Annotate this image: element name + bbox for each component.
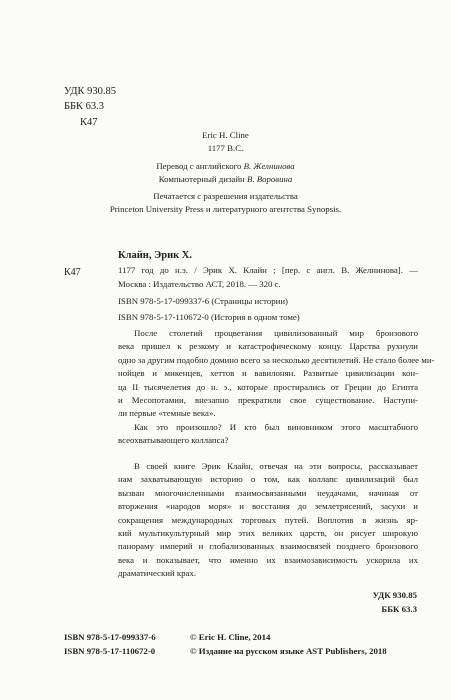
bib-line-1: 1177 год до н.э. / Эрик Х. Клайн ; [пер. с англ. В. Желнинова]. — bbox=[118, 265, 418, 275]
permission-line-2: Princeton University Press и литературного агентства Synopsis. bbox=[109, 203, 342, 214]
bbk-code: ББК 63.3 bbox=[64, 101, 105, 112]
abstract-paragraph-1: После столетий процветания цивилизованный мир бронзового века пришел к резкому и катастрофическому концу. Царства рухнули одно за другим подобно домино всего за несколько десятилетий. Не стало более ми- нойцев и микенцев, хеттов и вавилонян. Развитые цивилизации кон- ца II тысячелетия до н. э., которые простирались от Греции до Египта и Месопотамии, внезапно прекратили свое существование. Наступи- ли первые «темные века». bbox=[118, 328, 435, 419]
permission-line-1: Печатается с разрешения издательства bbox=[153, 191, 298, 201]
author-mark-top: К47 bbox=[80, 117, 98, 128]
abstract-paragraph-2: Как это произошло? И кто был виновником этого масштабного всеохватывающего коллапса? bbox=[118, 422, 418, 446]
original-edition-block bbox=[0, 129, 451, 154]
udk-code-bottom: УДК 930.85 bbox=[372, 590, 417, 600]
footer-copyright-2: © Издание на русском языке AST Publishers, 2018 bbox=[190, 646, 387, 656]
bib-description bbox=[118, 264, 418, 291]
original-title: 1177 B.C. bbox=[207, 142, 244, 153]
footer-isbn-2: ISBN 978-5-17-110672-0 bbox=[64, 646, 156, 656]
bib-isbn-1: ISBN 978-5-17-099337-6 (Страницы истории) bbox=[118, 296, 288, 306]
bib-line-2: Москва : Издательство АСТ, 2018. — 320 с. bbox=[118, 278, 281, 289]
udk-code: УДК 930.85 bbox=[64, 86, 117, 97]
footer-isbn-1: ISBN 978-5-17-099337-6 bbox=[64, 632, 156, 642]
design-credit: Компьютерный дизайн В. Воровина bbox=[158, 173, 293, 184]
permission-block bbox=[0, 190, 451, 215]
designer-name: В. Воровина bbox=[246, 173, 293, 184]
bib-author-heading: Клайн, Эрик Х. bbox=[118, 250, 192, 261]
bib-isbn-2: ISBN 978-5-17-110672-0 (История в одном томе) bbox=[118, 312, 300, 322]
translator-name: В. Желнинова bbox=[243, 161, 295, 171]
footer-copyright-1: © Eric H. Cline, 2014 bbox=[190, 632, 271, 642]
bib-author-mark: К47 bbox=[64, 267, 81, 278]
original-author: Eric H. Cline bbox=[202, 130, 249, 140]
credits-block bbox=[0, 160, 451, 185]
translation-credit: Перевод с английского В. Желнинова bbox=[156, 161, 295, 171]
bbk-code-bottom: ББК 63.3 bbox=[381, 604, 417, 614]
abstract-paragraph-3: В своей книге Эрик Клайн, отвечая на эти вопросы, рассказывает нам захватывающую историю о том, как коллапс цивилизаций был вызван многочисленными взаимосвязанными неудачами, начиная от вторжения «народов моря» и восстания до землетрясений, засухи и сокращения международных торговых путей. Воплотив в жизнь яр- кий мультикультурный мир этих великих царств, он рисует широкую панораму империй и глобализованных взаимосвязей позднего бронзового века и показывает, что именно их взаимозависимость ускорила их драматический крах. bbox=[118, 461, 418, 579]
